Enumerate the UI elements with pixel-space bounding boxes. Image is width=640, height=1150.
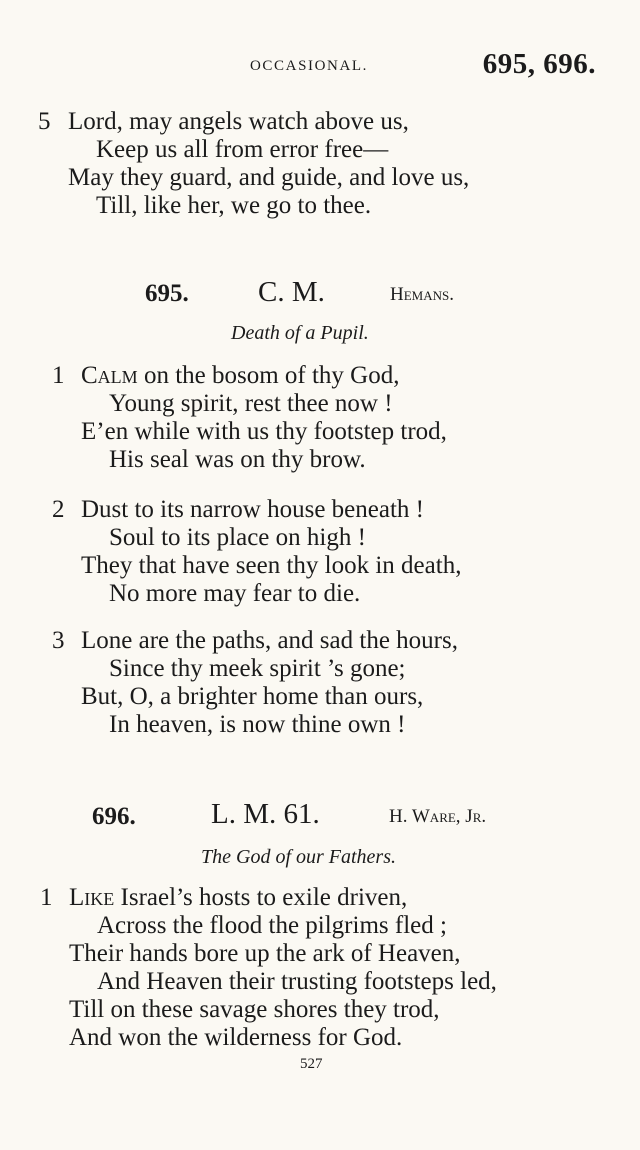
- page-number: 527: [300, 1056, 323, 1072]
- verse-line: Till, like her, we go to thee.: [96, 192, 372, 219]
- stanza-number: 1: [52, 362, 65, 389]
- verse-line: Lord, may angels watch above us,: [68, 108, 409, 135]
- verse-line: Soul to its place on high !: [109, 524, 366, 551]
- verse-line: And won the wilderness for God.: [69, 1024, 403, 1051]
- stanza-number: 1: [40, 884, 53, 911]
- hymn-title: Death of a Pupil.: [231, 322, 369, 344]
- verse-line: May they guard, and guide, and love us,: [68, 164, 470, 191]
- hymn-meter: L. M. 61.: [211, 798, 320, 830]
- stanza-number: 2: [52, 496, 65, 523]
- verse-line: In heaven, is now thine own !: [109, 711, 406, 738]
- verse-line: Dust to its narrow house beneath !: [81, 496, 424, 523]
- verse-line: No more may fear to die.: [109, 580, 361, 607]
- verse-line: His seal was on thy brow.: [109, 446, 366, 473]
- verse-line-rest: on the bosom of thy God,: [137, 362, 400, 389]
- verse-line: [81, 362, 399, 390]
- hymn-author: Hemans.: [390, 284, 454, 305]
- hymn-meter: C. M.: [258, 276, 325, 308]
- hymn-number: 696.: [92, 803, 136, 830]
- verse-line: Keep us all from error free—: [96, 136, 389, 163]
- verse-line: Lone are the paths, and sad the hours,: [81, 627, 458, 654]
- verse-initial-word: Calm: [81, 362, 138, 389]
- stanza-number: 3: [52, 627, 65, 654]
- verse-line: Young spirit, rest thee now !: [109, 390, 393, 417]
- verse-line: Since thy meek spirit ’s gone;: [109, 655, 406, 682]
- verse-line: Across the flood the pilgrims fled ;: [97, 912, 447, 939]
- stanza-number: 5: [38, 108, 51, 135]
- hymn-author: H. Ware, Jr.: [389, 806, 487, 827]
- verse-line: E’en while with us thy footstep trod,: [81, 418, 447, 445]
- verse-line: Their hands bore up the ark of Heaven,: [69, 940, 461, 967]
- verse-line: But, O, a brighter home than ours,: [81, 683, 424, 710]
- verse-line: And Heaven their trusting footsteps led,: [97, 968, 497, 995]
- hymn-title: The God of our Fathers.: [201, 846, 396, 868]
- verse-line-rest: Israel’s hosts to exile driven,: [114, 884, 408, 911]
- running-header-hymn-numbers: 695, 696.: [482, 48, 596, 80]
- verse-line: Till on these savage shores they trod,: [69, 996, 440, 1023]
- running-header-section: OCCASIONAL.: [250, 58, 369, 74]
- verse-line: [69, 884, 407, 912]
- verse-initial-word: Like: [69, 884, 115, 911]
- verse-line: They that have seen thy look in death,: [81, 552, 462, 579]
- hymn-number: 695.: [145, 280, 189, 307]
